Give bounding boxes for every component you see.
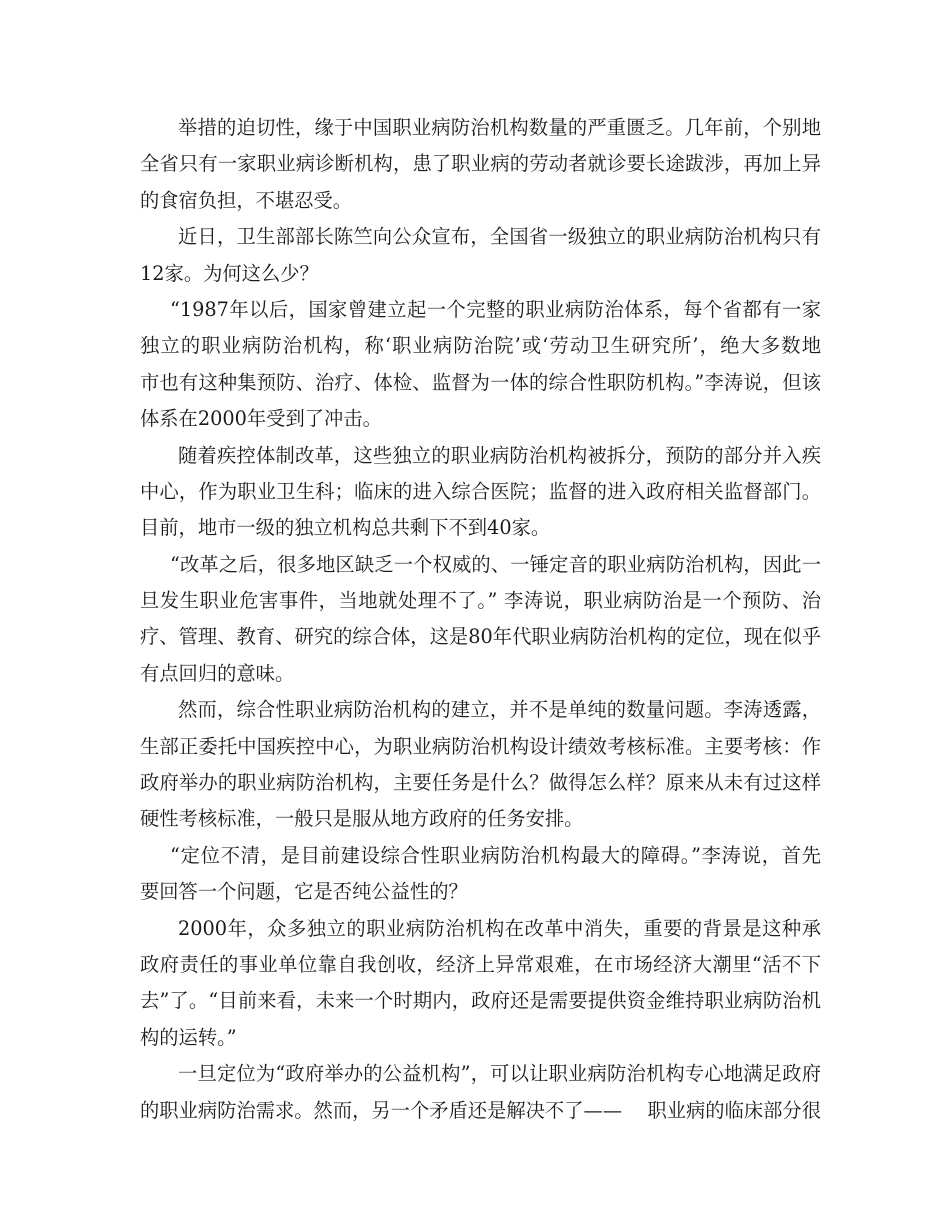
text-line: 的食宿负担，不堪忍受。 [140, 188, 353, 212]
text-line: 目前，地市一级的独立机构总共剩下不到40家。 [140, 516, 551, 540]
text-line: “1987年以后，国家曾建立起一个完整的职业病防治体系，每个省都有一家 [170, 297, 821, 321]
text-line: 生部正委托中国疾控中心，为职业病防治机构设计绩效考核标准。主要考核：作 [140, 734, 821, 758]
text-line: 市也有这种集预防、治疗、体检、监督为一体的综合性职防机构。”李涛说，但该 [140, 370, 821, 394]
text-line: 要回答一个问题，它是否纯公益性的？ [140, 880, 468, 904]
text-line: 政府责任的事业单位靠自我创收，经济上异常艰难，在市场经济大潮里“活不下 [140, 952, 821, 976]
text-line: 12家。为何这么少？ [140, 261, 319, 285]
text-line: 一旦定位为“政府举办的公益机构”，可以让职业病防治机构专心地满足政府 [178, 1062, 821, 1086]
paragraph [140, 547, 821, 693]
text-line: 旦发生职业危害事件，当地就处理不了。” 李涛说，职业病防治是一个预防、治 [140, 589, 821, 613]
text-line: 疗、管理、教育、研究的综合体，这是80年代职业病防治机构的定位，现在似乎 [140, 625, 821, 649]
paragraph [140, 110, 821, 219]
text-line: 去”了。“目前来看，未来一个时期内，政府还是需要提供资金维持职业病防治机 [140, 989, 821, 1013]
text-line: 2000年，众多独立的职业病防治机构在改革中消失，重要的背景是这种承 [178, 916, 821, 940]
text-line: 政府举办的职业病防治机构，主要任务是什么？做得怎么样？原来从未有过这样 [140, 771, 821, 795]
paragraph [140, 838, 821, 911]
text-line: 的职业病防治需求。然而，另一个矛盾还是解决不了—— 职业病的临床部分很 [140, 1098, 821, 1122]
text-line: 体系在2000年受到了冲击。 [140, 407, 382, 431]
paragraph [140, 692, 821, 838]
text-line: 中心，作为职业卫生科；临床的进入综合医院；监督的进入政府相关监督部门。 [140, 479, 821, 503]
text-line: 近日，卫生部部长陈竺向公众宣布，全国省一级独立的职业病防治机构只有 [178, 225, 821, 249]
paragraph [140, 911, 821, 1057]
text-line: 有点回归的意味。 [140, 661, 295, 685]
text-line: “改革之后，很多地区缺乏一个权威的、一锤定音的职业病防治机构，因此一 [170, 552, 821, 576]
paragraph [140, 1056, 821, 1129]
paragraph [140, 219, 821, 292]
document-page [140, 110, 821, 1129]
text-line: 随着疾控体制改革，这些独立的职业病防治机构被拆分，预防的部分并入疾 [178, 443, 821, 467]
text-line: “定位不清，是目前建设综合性职业病防治机构最大的障碍。”李涛说，首先 [170, 843, 821, 867]
paragraph [140, 292, 821, 438]
paragraph [140, 438, 821, 547]
text-line: 硬性考核标准，一般只是服从地方政府的任务安排。 [140, 807, 584, 831]
text-line: 举措的迫切性，缘于中国职业病防治机构数量的严重匮乏。几年前，个别地 [178, 116, 821, 139]
text-line: 然而，综合性职业病防治机构的建立，并不是单纯的数量问题。李涛透露， [178, 698, 821, 722]
text-line: 独立的职业病防治机构，称‘职业病防治院’或‘劳动卫生研究所’，绝大多数地 [140, 334, 821, 358]
text-line: 全省只有一家职业病诊断机构，患了职业病的劳动者就诊要长途跋涉，再加上异 [140, 152, 821, 176]
text-line: 构的运转。” [140, 1025, 237, 1049]
